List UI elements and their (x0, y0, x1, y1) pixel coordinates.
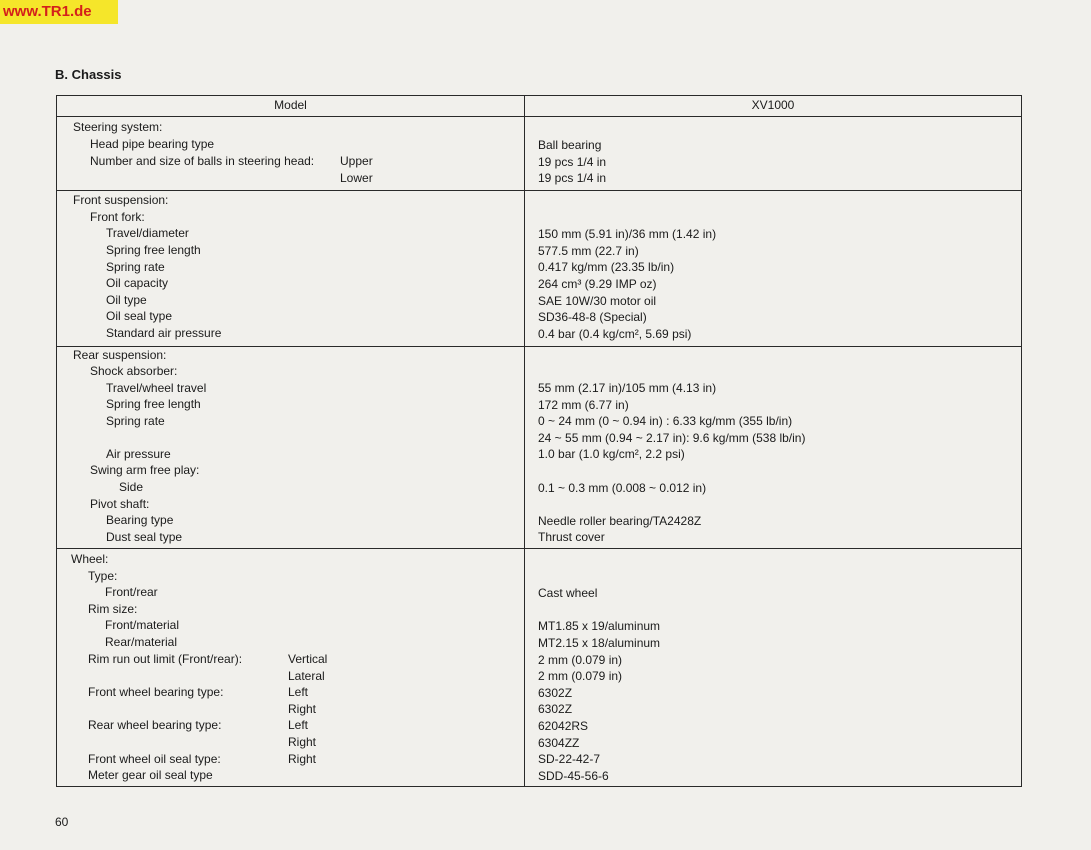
row-divider (57, 190, 1021, 191)
vertical-value: 2 mm (0.079 in) (538, 653, 623, 667)
runout-label: Rim run out limit (Front/rear): (88, 652, 243, 666)
spring-length-value: 577.5 mm (22.7 in) (538, 244, 639, 258)
air-pressure-label: Standard air pressure (106, 326, 222, 340)
travel-value: 150 mm (5.91 in)/36 mm (1.42 in) (538, 227, 717, 241)
oil-seal-label: Oil seal type (106, 309, 173, 323)
row-divider (57, 346, 1021, 347)
rear-spring-length-label: Spring free length (106, 397, 201, 411)
swing-arm-label: Swing arm free play: (90, 463, 200, 477)
front-fork-label: Front fork: (90, 210, 145, 224)
front-right-label: Right (288, 702, 317, 716)
head-pipe-label: Head pipe bearing type (90, 137, 215, 151)
head-pipe-value: Ball bearing (538, 138, 602, 152)
front-oil-seal-label: Front wheel oil seal type: (88, 752, 221, 766)
meter-gear-label: Meter gear oil seal type (88, 768, 213, 782)
upper-label: Upper (340, 154, 373, 168)
shock-absorber-label: Shock absorber: (90, 364, 178, 378)
rear-left-label: Left (288, 718, 309, 732)
front-material-value: MT1.85 x 19/aluminum (538, 619, 661, 633)
wheel-type-label: Type: (88, 569, 118, 583)
front-bearing-label: Front wheel bearing type: (88, 685, 224, 699)
row-divider (57, 548, 1021, 549)
dust-seal-value: Thrust cover (538, 530, 605, 544)
lower-label: Lower (340, 171, 373, 185)
watermark-logo: www.TR1.de (0, 0, 118, 24)
travel-label: Travel/diameter (106, 226, 189, 240)
rear-travel-value: 55 mm (2.17 in)/105 mm (4.13 in) (538, 381, 717, 395)
rim-size-label: Rim size: (88, 602, 138, 616)
rear-suspension-title: Rear suspension: (73, 348, 167, 362)
header-model: Model (274, 98, 307, 112)
spring-length-label: Spring free length (106, 243, 201, 257)
side-label: Side (119, 480, 144, 494)
vertical-label: Vertical (288, 652, 328, 666)
rear-bearing-label: Rear wheel bearing type: (88, 718, 222, 732)
side-value: 0.1 ~ 0.3 mm (0.008 ~ 0.012 in) (538, 481, 707, 495)
pivot-shaft-label: Pivot shaft: (90, 497, 150, 511)
rear-air-pressure-label: Air pressure (106, 447, 171, 461)
spring-rate-label: Spring rate (106, 260, 165, 274)
rear-spring-rate-value-2: 24 ~ 55 mm (0.94 ~ 2.17 in): 9.6 kg/mm (538 lb/in) (538, 431, 806, 445)
meter-gear-value: SDD-45-56-6 (538, 769, 609, 783)
spec-table (56, 95, 1022, 787)
balls-label: Number and size of balls in steering head: (90, 154, 315, 168)
rear-air-pressure-value: 1.0 bar (1.0 kg/cm², 2.2 psi) (538, 447, 685, 461)
oil-type-value: SAE 10W/30 motor oil (538, 294, 657, 308)
front-material-label: Front/material (105, 618, 180, 632)
front-left-value: 6302Z (538, 686, 573, 700)
lower-value: 19 pcs 1/4 in (538, 171, 607, 185)
header-value: XV1000 (751, 98, 795, 112)
front-suspension-title: Front suspension: (73, 193, 169, 207)
lateral-value: 2 mm (0.079 in) (538, 669, 623, 683)
page-number: 60 (55, 815, 69, 829)
bearing-type-value: Needle roller bearing/TA2428Z (538, 514, 702, 528)
air-pressure-value: 0.4 bar (0.4 kg/cm², 5.69 psi) (538, 327, 692, 341)
spring-rate-value: 0.417 kg/mm (23.35 lb/in) (538, 260, 675, 274)
oil-seal-right-label: Right (288, 752, 317, 766)
rear-right-label: Right (288, 735, 317, 749)
rear-travel-label: Travel/wheel travel (106, 381, 207, 395)
rear-spring-length-value: 172 mm (6.77 in) (538, 398, 629, 412)
oil-type-label: Oil type (106, 293, 147, 307)
row-divider (57, 116, 1021, 117)
dust-seal-label: Dust seal type (106, 530, 183, 544)
rear-material-label: Rear/material (105, 635, 178, 649)
rear-spring-rate-label: Spring rate (106, 414, 165, 428)
oil-capacity-label: Oil capacity (106, 276, 169, 290)
rear-right-value: 6304ZZ (538, 736, 580, 750)
bearing-type-label: Bearing type (106, 513, 174, 527)
rear-material-value: MT2.15 x 18/aluminum (538, 636, 661, 650)
front-left-label: Left (288, 685, 309, 699)
front-rear-label: Front/rear (105, 585, 158, 599)
steering-title: Steering system: (73, 120, 163, 134)
column-divider (524, 96, 525, 786)
rear-spring-rate-value-1: 0 ~ 24 mm (0 ~ 0.94 in) : 6.33 kg/mm (355 lb/in) (538, 414, 793, 428)
lateral-label: Lateral (288, 669, 325, 683)
wheel-title: Wheel: (71, 552, 109, 566)
section-title: B. Chassis (55, 67, 122, 82)
front-oil-seal-value: SD-22-42-7 (538, 752, 601, 766)
front-right-value: 6302Z (538, 702, 573, 716)
rear-left-value: 62042RS (538, 719, 589, 733)
oil-seal-value: SD36-48-8 (Special) (538, 310, 647, 324)
front-rear-value: Cast wheel (538, 586, 598, 600)
upper-value: 19 pcs 1/4 in (538, 155, 607, 169)
oil-capacity-value: 264 cm³ (9.29 IMP oz) (538, 277, 657, 291)
